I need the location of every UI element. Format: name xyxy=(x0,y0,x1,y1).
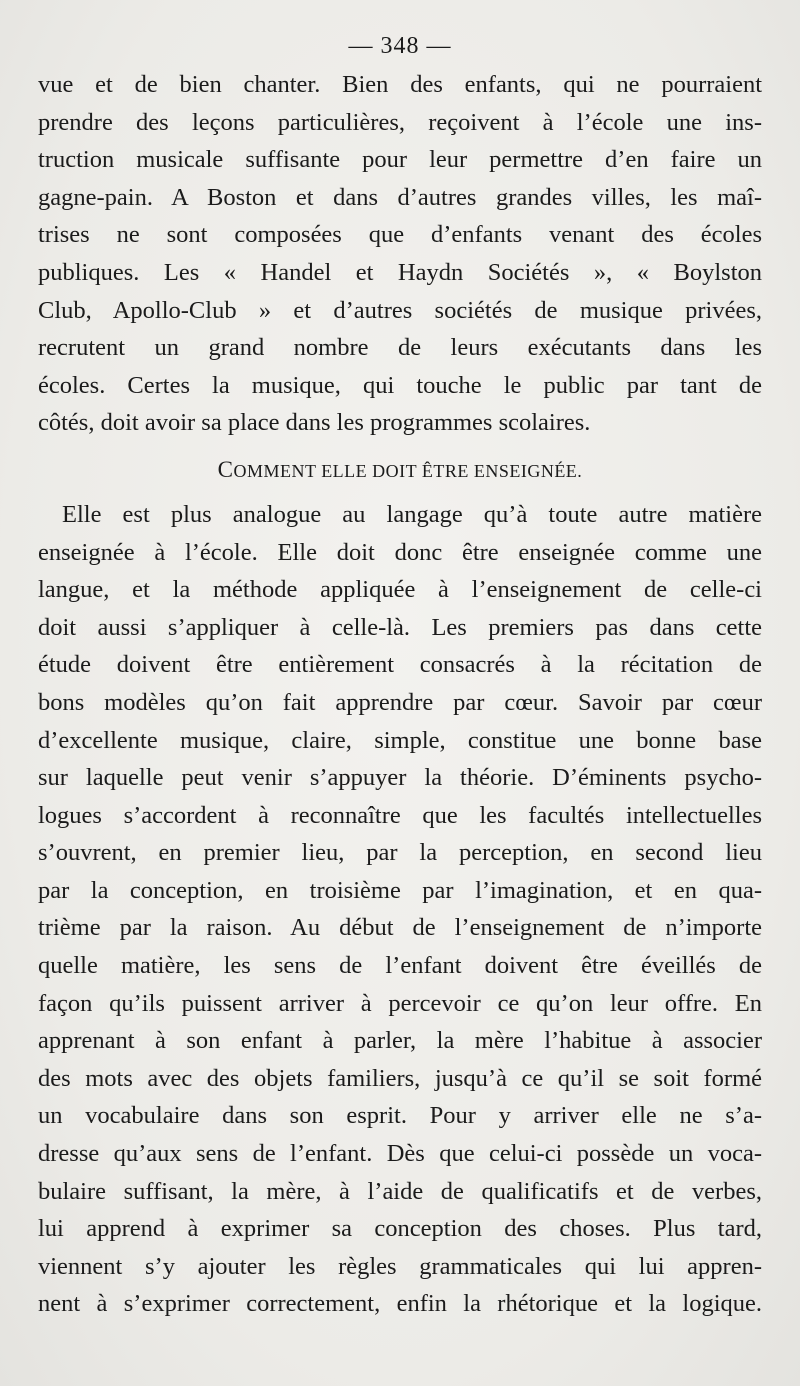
text-line: apprenant à son enfant à parler, la mère l’habitue à associer xyxy=(38,1027,762,1055)
text-line: sur laquelle peut venir s’appuyer la théorie. D’éminents psycho- xyxy=(38,764,762,792)
text-line: étude doivent être entièrement consacrés à la récitation de xyxy=(38,651,762,679)
text-line: recrutent un grand nombre de leurs exécutants dans les xyxy=(38,334,762,362)
section-heading-initial: C xyxy=(217,456,234,482)
text-line: bulaire suffisant, la mère, à l’aide de qualificatifs et de verbes, xyxy=(38,1177,762,1205)
text-line: des mots avec des objets familiers, jusqu’à ce qu’il se soit formé xyxy=(38,1064,762,1092)
text-line: vue et de bien chanter. Bien des enfants, qui ne pourraient xyxy=(38,71,762,98)
text-line: truction musicale suffisante pour leur permettre d’en faire un xyxy=(38,146,762,174)
text-line: logues s’accordent à reconnaître que les facultés intellectuelles xyxy=(38,801,762,829)
text-line: publiques. Les « Handel et Haydn Sociétés », « Boylston xyxy=(38,258,762,286)
text-line: écoles. Certes la musique, qui touche le public par tant de xyxy=(38,371,762,399)
text-line: Elle est plus analogue au langage qu’à toute autre matière xyxy=(62,500,762,528)
text-line: nent à s’exprimer correctement, enfin la rhétorique et la logique. xyxy=(38,1290,762,1318)
text-line: bons modèles qu’on fait apprendre par cœur. Savoir par cœur xyxy=(38,688,762,716)
text-line: gagne-pain. A Boston et dans d’autres grandes villes, les maî- xyxy=(38,183,762,211)
text-line: langue, et la méthode appliquée à l’enseignement de celle-ci xyxy=(38,576,762,604)
text-line: trises ne sont composées que d’enfants venant des écoles xyxy=(38,221,762,249)
text-line: façon qu’ils puissent arriver à percevoir ce qu’on leur offre. En xyxy=(38,989,762,1017)
page-number: — 348 — xyxy=(348,33,452,59)
paragraph-2 xyxy=(38,496,762,1323)
text-line: s’ouvrent, en premier lieu, par la perception, en second lieu xyxy=(38,839,762,867)
text-line: lui apprend à exprimer sa conception des choses. Plus tard, xyxy=(38,1215,762,1243)
text-line: un vocabulaire dans son esprit. Pour y arriver elle ne s’a- xyxy=(38,1102,762,1130)
text-line: viennent s’y ajouter les règles grammaticales qui lui appren- xyxy=(38,1252,762,1280)
text-line: d’excellente musique, claire, simple, constitue une bonne base xyxy=(38,726,762,754)
text-line: prendre des leçons particulières, reçoivent à l’école une ins- xyxy=(38,108,762,136)
text-line: enseignée à l’école. Elle doit donc être enseignée comme une xyxy=(38,538,762,566)
text-line: doit aussi s’appliquer à celle-là. Les premiers pas dans cette xyxy=(38,613,762,641)
text-line: quelle matière, les sens de l’enfant doivent être éveillés de xyxy=(38,952,762,980)
text-line: par la conception, en troisième par l’imagination, et en qua- xyxy=(38,876,762,904)
text-line: côtés, doit avoir sa place dans les programmes scolaires. xyxy=(38,409,591,437)
paragraph-1 xyxy=(38,66,762,442)
text-line: Club, Apollo-Club » et d’autres sociétés de musique privées, xyxy=(38,296,762,324)
section-heading xyxy=(38,452,762,488)
section-heading-text: OMMENT ELLE DOIT ÊTRE ENSEIGNÉE. xyxy=(233,460,583,481)
text-line: trième par la raison. Au début de l’enseignement de n’importe xyxy=(38,914,762,942)
text-line: dresse qu’aux sens de l’enfant. Dès que celui-ci possède un voca- xyxy=(38,1140,762,1168)
